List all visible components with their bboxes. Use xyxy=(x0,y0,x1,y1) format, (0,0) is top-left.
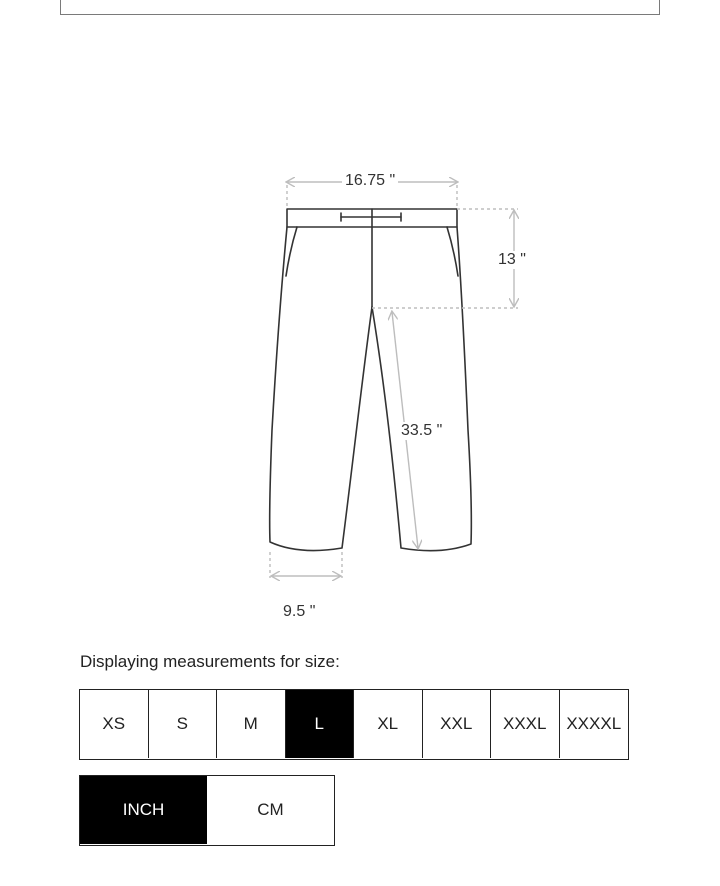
size-option-xs[interactable]: XS xyxy=(80,690,149,758)
size-option-xl[interactable]: XL xyxy=(354,690,423,758)
size-option-xxl[interactable]: XXL xyxy=(423,690,492,758)
size-option-s[interactable]: S xyxy=(149,690,218,758)
rise-measurement: 13 " xyxy=(498,251,526,268)
size-caption: Displaying measurements for size: xyxy=(80,652,340,671)
size-option-m[interactable]: M xyxy=(217,690,286,758)
right-leg xyxy=(372,227,471,551)
unit-option-cm[interactable]: CM xyxy=(207,776,334,844)
dimension-guides xyxy=(270,182,518,578)
inseam-measurement: 33.5 " xyxy=(401,422,443,439)
left-pocket xyxy=(286,227,297,276)
left-leg xyxy=(270,227,372,550)
size-option-xxxl[interactable]: XXXL xyxy=(491,690,560,758)
unit-selector xyxy=(79,775,335,846)
leg-opening-measurement: 9.5 " xyxy=(283,603,316,620)
right-pocket xyxy=(447,227,458,276)
pants-outline xyxy=(270,209,472,551)
waist-measurement: 16.75 " xyxy=(342,172,398,190)
size-option-xxxxl[interactable]: XXXXL xyxy=(560,690,629,758)
size-selector xyxy=(79,689,629,760)
size-option-l[interactable]: L xyxy=(286,690,355,758)
unit-option-inch[interactable]: INCH xyxy=(80,776,207,844)
